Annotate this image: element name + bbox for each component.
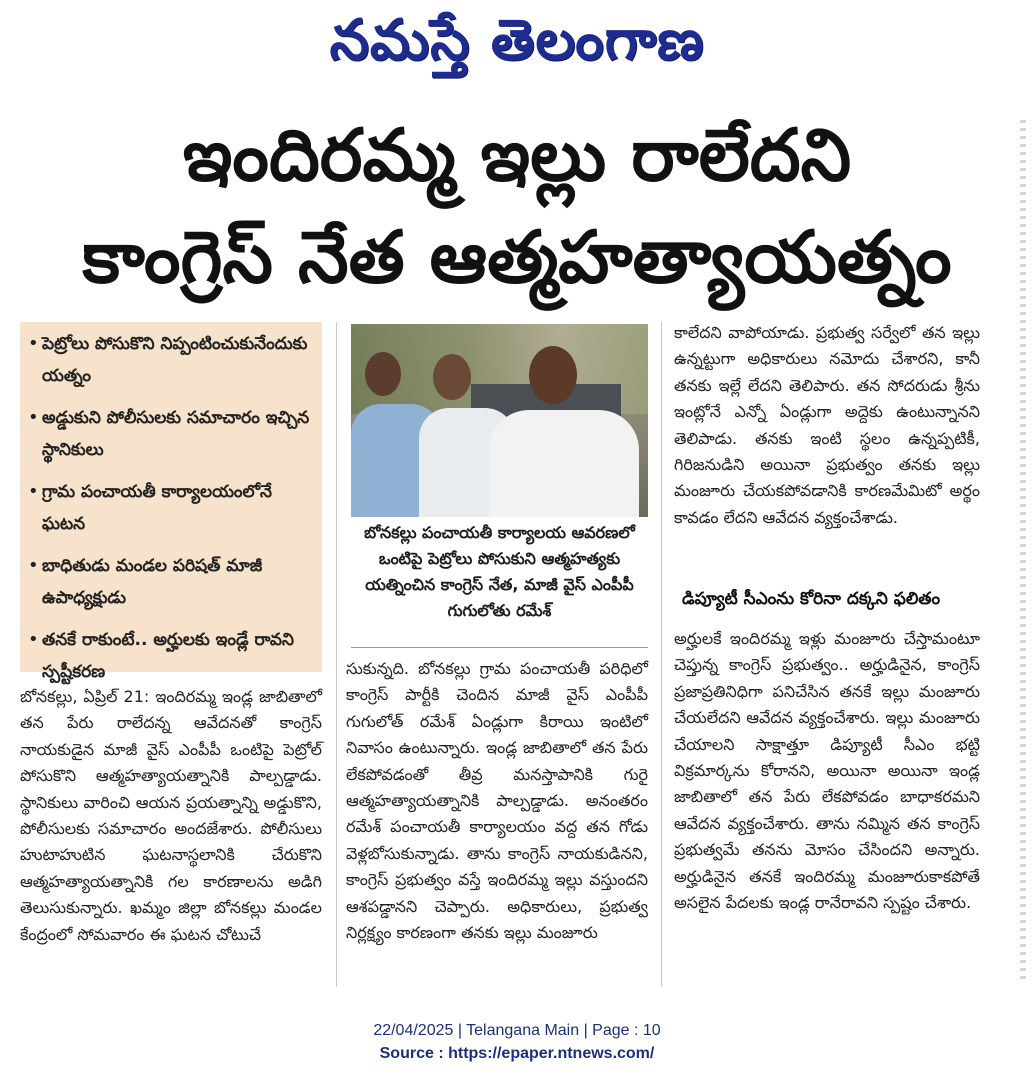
highlight-text: బాధితుడు మండల పరిషత్ మాజీ ఉపాధ్యక్షుడు — [42, 556, 263, 608]
highlight-text: గ్రామ పంచాయతీ కార్యాలయంలోనే ఘటన — [42, 482, 272, 534]
headline-line-1: ఇందిరమ్మ ఇల్లు రాలేదని — [182, 113, 852, 197]
article-column-2: సుకున్నది. బోనకల్లు గ్రామ పంచాయతీ పరిధిలో కాంగ్రెస్ పార్టీకి చెందిన మాజీ వైస్ ఎంపీపీ గుగులోత్ రమేశ్ ఏండ్లుగా కిరాయి ఇంటిలో నివాసం ఉంటున్నారు. ఇండ్ల జాబితాలో తన పేరు లేకపోవడంతో తీవ్ర మనస్తాపానికి గురై ఆత్మహత్యాయత్నానికి పాల్పడ్డాడు. అనంతరం రమేశ్ పంచాయతీ కార్యాలయం వద్ద తన గోడు వెళ్లబోసుకున్నాడు. తాను కాంగ్రెస్ నాయకుడినని, కాంగ్రెస్ ప్రభుత్వం వస్తే ఇందిరమ్మ ఇల్లు వస్తుందని ఆశపడ్డానని చెప్పారు. అధికారులు, ప్రభుత్వ నిర్లక్ష్యం కారణంగా తనకు ఇల్లు మంజూరు — [346, 659, 648, 943]
highlight-text: తనకే రాకుంటే.. అర్హులకు ఇండ్లే రావని స్పష్టీకరణ — [42, 630, 294, 682]
bullet-icon: • — [28, 555, 39, 576]
highlight-item — [28, 328, 314, 392]
highlight-text: అడ్డుకుని పోలీసులకు సమాచారం ఇచ్చిన స్థానికులు — [42, 408, 310, 460]
bullet-icon: • — [28, 629, 39, 650]
bullet-icon: • — [28, 333, 39, 354]
highlight-text: పెట్రోలు పోసుకొని నిప్పంటించుకునేందుకు యత్నం — [42, 334, 308, 386]
highlights-box — [20, 322, 322, 682]
footer-info: 22/04/2025 | Telangana Main | Page : 10 — [373, 1022, 661, 1039]
bullet-icon: • — [28, 481, 39, 502]
headline-line-2: కాంగ్రెస్ నేత ఆత్మహత్యాయత్నం — [82, 215, 952, 299]
article-column-3-bottom: అర్హులకే ఇందిరమ్మ ఇళ్లు మంజూరు చేస్తామంటూ చెప్తున్న కాంగ్రెస్ ప్రభుత్వం.. అర్హుడినైన, కాంగ్రెస్ ప్రజాప్రతినిధిగా పనిచేసిన తనకే ఇల్లు మంజూరు చేయలేదని ఆవేదన వ్యక్తంచేశారు. ఇల్లు మంజూరు చేయాలని సాక్షాత్తూ డిప్యూటీ సీఎం భట్టి విక్రమార్కను కోరానని, అయినా అయినా ఇండ్ల జాబితాలో తన పేరు లేకపోవడం బాధాకరమని ఆవేదన వ్యక్తంచేశారు. తాను నమ్మిన తన కాంగ్రెస్ ప్రభుత్వమే తనను మోసం చేసిందని అన్నారు. అర్హుడినైన తనకే ఇందిరమ్మ మంజూరుకాకపోతే అసలైన పేదలకు ఇండ్ల రానేరావని స్పష్టం చేశారు. — [674, 629, 980, 913]
column-divider — [661, 322, 662, 987]
photo-person-2-head — [433, 354, 471, 400]
page-edge-marker — [1020, 120, 1026, 980]
photo-caption: బోనకల్లు పంచాయతీ కార్యాలయ ఆవరణలో ఒంటిపై పెట్రోలు పోసుకుని ఆత్మహత్యకు యత్నించిన కాంగ్రెస్ నేత, మాజీ వైస్ ఎంపీపీ గుగులోతు రమేశ్ — [364, 523, 635, 620]
bullet-icon: • — [28, 407, 39, 428]
highlight-item — [28, 624, 314, 688]
highlight-item — [28, 550, 314, 614]
masthead-logo: నమస్తే తెలంగాణ — [329, 8, 705, 73]
footer-source-link[interactable]: https://epaper.ntnews.com/ — [448, 1045, 655, 1062]
column-divider — [336, 322, 337, 987]
highlight-item — [28, 476, 314, 540]
article-column-1: బోనకల్లు, ఏప్రిల్ 21: ఇందిరమ్మ ఇండ్ల జాబితాలో తన పేరు రాలేదన్న ఆవేదనతో కాంగ్రెస్ నాయకుడైన మాజీ వైస్ ఎంపీపీ ఒంటిపై పెట్రోల్ పోసుకొని ఆత్మహత్యాయత్నానికి పాల్పడ్డాడు. స్థానికులు వారించి ఆయన ప్రయత్నాన్ని అడ్డుకొని, పోలీసులకు సమాచారం అందజేశారు. పోలీసులు హుటాహుటిన ఘటనాస్థలానికి చేరుకొని ఆత్మహత్యాయత్నానికి గల కారణాలను అడిగి తెలుసుకున్నారు. ఖమ్మం జిల్లా బోనకల్లు మండల కేంద్రంలో సోమవారం ఈ ఘటన చోటుచే — [20, 687, 322, 944]
photo-person-1-head — [365, 352, 401, 396]
article-column-3-top: కాలేదని వాపోయాడు. ప్రభుత్వ సర్వేలో తన ఇల్లు ఉన్నట్టుగా అధికారులు నమోదు చేశారని, కానీ తనకు ఇల్లే లేదని తెలిపారు. తన సోదరుడు శ్రీను ఇంట్లోనే ఎన్నో ఏండ్లుగా అద్దెకు ఉంటున్నానని తెలిపాడు. తనకు ఇంటి స్థలం ఉన్నప్పటికీ, గిరిజనుడిని అయినా ప్రభుత్వం తనకు ఇల్లు మంజూరు చేయకపోవడానికి కారణమేమిటో అర్థం కావడం లేదని ఆవేదన వ్యక్తంచేశాడు. — [674, 323, 980, 527]
footer-source — [0, 1043, 1034, 1065]
caption-divider — [351, 647, 648, 648]
article-subheading: డిప్యూటీ సీఎంను కోరినా దక్కని ఫలితం — [682, 589, 941, 609]
photo-person-3 — [489, 410, 639, 517]
news-photo — [351, 324, 648, 517]
highlight-item — [28, 402, 314, 466]
photo-person-3-head — [529, 346, 577, 404]
footer-source-label: Source : — [379, 1045, 444, 1062]
